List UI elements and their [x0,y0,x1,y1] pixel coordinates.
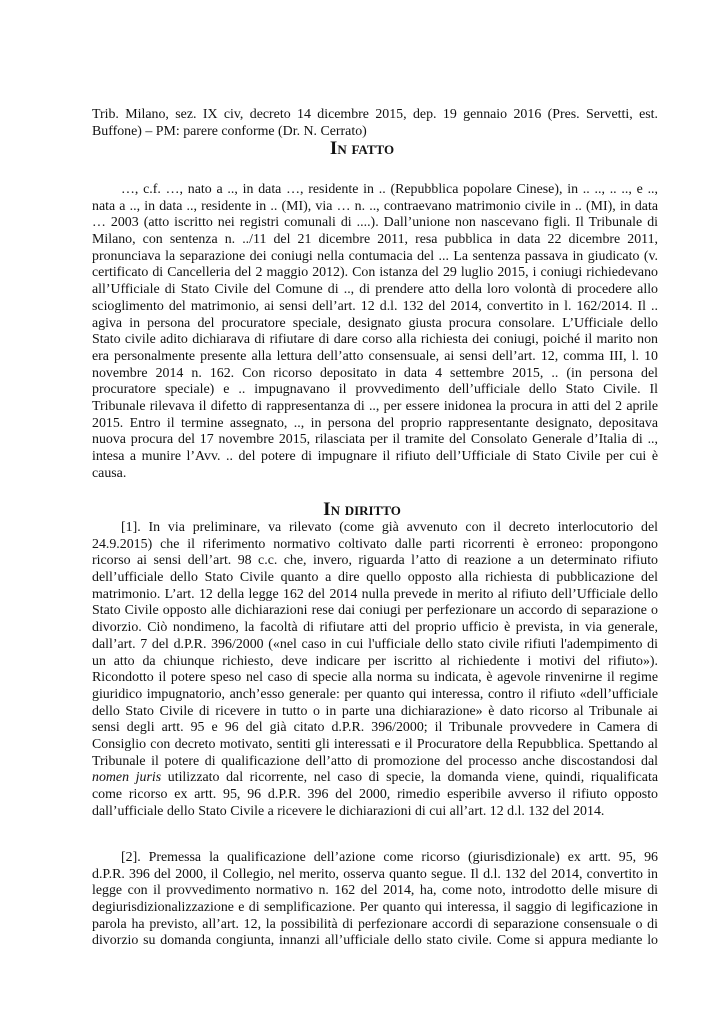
text-line: come ricorso ex artt. 95, 96 d.P.R. 396 del 2000, rimedio esperibile avverso il rifiuto opposto [92,787,658,802]
text-line: era personalmente presente alla lettura dell’atto consensuale, ai sensi dell’art. 12, comma III, l. 10 [92,348,658,364]
text-line: Milano, con sentenza n. ../11 del 21 dicembre 2011, resa pubblica in data 22 dicembre 2011, [92,232,658,248]
text-line: matrimonio. L’art. 12 della legge 162 del 2014 nulla prevede in merito al rifiuto dell’Ufficiale dello [92,586,658,602]
text-line: 24.9.2015) che il riferimento normativo coltivato dalle parti ricorrenti è erroneo: propongono [92,536,658,552]
paragraph-diritto-2 [92,850,658,950]
text-line: dello Stato Civile di ricevere in tutto o in parte una dichiarazione» è dato ricorso al Tribunale ai [92,703,658,719]
text-line: Trib. Milano, sez. IX civ, decreto 14 dicembre 2015, dep. 19 gennaio 2016 (Pres. Servetti, est. [92,107,658,122]
text-line: novembre 2014 n. 162. Con ricorso depositato in data 4 settembre 2015, .. (in persona del [92,365,658,381]
text-line: intesa a munire l’Avv. .. del potere di impugnare il rifiuto dell’Ufficiale di Stato Civile per cui è [92,449,658,464]
text-line: [1]. In via preliminare, va rilevato (come già avvenuto con il decreto interlocutorio del [121,520,658,535]
text-line: Stato civile adito dichiarava di rifiutare di dare corso alla richiesta dei coniugi, poiché il marito non [92,332,658,348]
text-line: …, c.f. …, nato a .., in data …, residente in .. (Repubblica popolare Cinese), in .. .., .. .., e .., [121,182,658,197]
text-line: divorzio. Ciò nondimeno, la facoltà di rifiutare atti del proprio ufficio è prevista, in via generale, [92,620,658,636]
italic-term: nomen juris [92,770,162,786]
text-line: Buffone) – PM: parere conforme (Dr. N. Cerrato) [92,123,367,139]
text-line: ricorso ai sensi dell’art. 98 c.c. che, invero, riguarda l’atto di reazione a un determinato rifiuto [92,553,658,569]
text-line: dall’ufficiale dello Stato Civile a ricevere le dichiarazioni di cui all’art. 12 d.l. 132 del 2014. [92,803,605,819]
text-line: pronunciava la separazione dei coniugi nella contumacia del ... La sentenza passava in giudicato (v. [92,248,658,264]
text-line: certificato di Cancelleria del 2 maggio 2012). Con istanza del 29 luglio 2015, i coniugi richiedevano [92,265,658,281]
text-line: procuratore speciale) e .. impugnavano il provvedimento dell’ufficiale dello Stato Civile. Il [92,382,658,398]
text-line [92,770,658,787]
text-line: … 2003 (atto iscritto nei registri comunali di ....). Dall’unione non nascevano figli. Il Tribunale di [92,215,658,231]
paragraph-diritto-1 [92,520,658,820]
citation [92,107,658,140]
text-line: d.P.R. 396 del 2000, il Collegio, nel merito, osserva quanto segue. Il d.l. 132 del 2014, convertito in [92,866,658,882]
text-line: Consiglio con decreto motivato, sentiti gli interessati e il Procuratore della Repubblica. Spettando al [92,736,658,752]
paragraph-fatto [92,182,658,482]
text-line: Stato Civile opposto alle dichiarazioni rese dai coniugi per perfezionare un accordo di separazione o [92,603,658,619]
text-line: all’Ufficiale di Stato Civile del Comune di .., di prendere atto della loro volontà di procedere allo [92,282,658,298]
text-line: scioglimento del matrimonio, ai sensi dell’art. 12 d.l. 132 del 2014, convertito in l. 162/2014. Il .. [92,298,658,314]
text-fragment: utilizzato dal ricorrente, nel caso di specie, la domanda viene, quindi, riqualificata [161,770,658,786]
text-line: causa. [92,465,127,481]
text-line: Ricondotto il potere speso nel caso di specie alla norma su indicata, è agevole rinvenirne il regime [92,670,658,686]
text-line: nata a .., in data .., residente in .. (MI), via … n. .., contraevano matrimonio civile in .. (MI), in data [92,198,658,214]
text-line: giuridico impugnatorio, anch’esso generale: per quanto qui interessa, contro il rifiuto «dell’ufficiale [92,686,658,702]
heading-in-fatto: In fatto [329,138,395,159]
heading-in-diritto: In diritto [323,499,401,520]
text-line: legge con il provvedimento normativo n. 162 del 2014, ha, come noto, introdotto delle misure di [92,883,658,899]
text-line: nuova procura del 17 novembre 2015, rilasciata per il tramite del Consolato Generale d’Italia di .., [92,432,658,448]
text-line: 2015. Entro il termine assegnato, .., in persona del proprio rappresentante designato, depositava [92,415,658,431]
text-line: degiurisdizionalizzazione e di semplificazione. Per quanto qui interessa, il saggio di legificazione in [92,900,658,916]
text-line: parola ha previsto, all’art. 12, la possibilità di perfezionare accordi di separazione consensuale o di [92,916,658,932]
text-line: Tribunale rilevava il difetto di rappresentanza di .., per essere inidonea la procura in atti del 2 aprile [92,398,658,414]
text-line: Tribunale il potere di qualificazione dell’atto di promozione del processo anche discostandosi dal [92,753,658,769]
text-line: un atto da chiunque richiesto, deve indicare per iscritto al richiedente i motivi del rifiuto»). [92,653,658,669]
text-line: dell’ufficiale dello Stato Civile quanto a dire quello opposto alla richiesta di pubblicazione del [92,570,658,586]
text-line: divorzio su domanda congiunta, innanzi all’ufficiale dello stato civile. Come si appura mediante lo [92,933,658,949]
text-line: dall’art. 7 del d.P.R. 396/2000 («nel caso in cui l'ufficiale dello stato civile rifiuti l'adempimento di [92,636,658,652]
text-line: sensi degli artt. 95 e 96 del già citato d.P.R. 396/2000; il Tribunale provvedere in Camera di [92,720,658,736]
text-line: [2]. Premessa la qualificazione dell’azione come ricorso (giurisdizionale) ex artt. 95, 96 [121,850,658,865]
text-line: agiva in persona del procuratore speciale, designato giusta procura consolare. L’Ufficiale dello [92,315,658,331]
